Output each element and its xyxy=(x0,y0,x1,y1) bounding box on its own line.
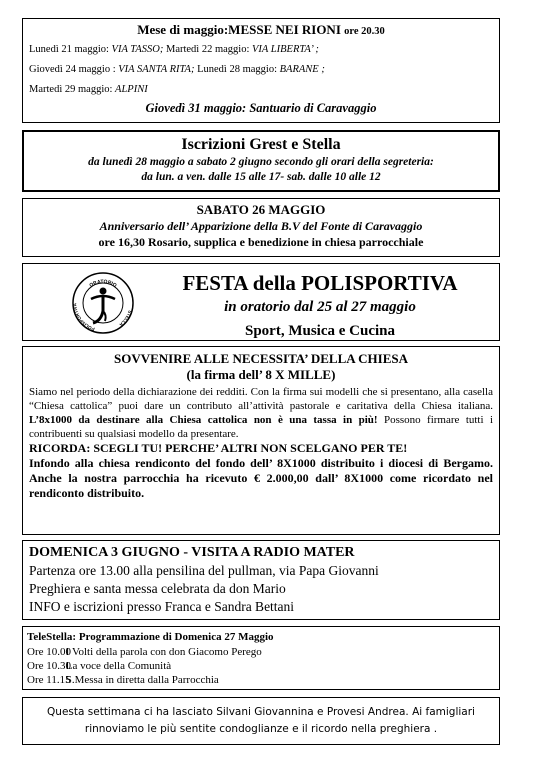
festa-text xyxy=(145,270,495,342)
masses-last-line: Giovedì 31 maggio: Santuario di Caravaggio xyxy=(145,101,377,115)
mass-line xyxy=(29,60,493,80)
otto-title-1: SOVVENIRE ALLE NECESSITA’ DELLA CHIESA xyxy=(113,351,409,366)
telestella-program: S.Messa in diretta dalla Parrocchia xyxy=(65,674,219,686)
logo-text-top: ORATORIO xyxy=(88,278,118,289)
mass-location: ALPINI xyxy=(115,84,148,95)
masses-lines xyxy=(29,40,493,100)
mass-location: VIA TASSO; xyxy=(111,44,164,55)
telestella-title: TeleStella: Programmazione di Domenica 27 Maggio xyxy=(27,631,274,643)
grest-title: Iscrizioni Grest e Stella xyxy=(181,136,341,153)
telestella-program: I Volti della parola con don Giacomo Perego xyxy=(65,646,262,658)
grest-line-2: da lun. a ven. dalle 15 alle 17- sab. dalle 10 alle 12 xyxy=(141,171,381,183)
radio-mater-line-2: Preghiera e santa messa celebrata da don Mario xyxy=(29,581,286,596)
otto-rendiconto: Infondo alla chiesa rendiconto del fondo dell’ 8X1000 distribuito i diocesi di Bergamo. Anche la nostra parrocchia ha ricevuto € 2.000,00 dall’ 8X1000 come ricordato nel rendiconto distribuito. xyxy=(29,456,493,500)
mass-line xyxy=(29,80,493,100)
mass-location: VIA SANTA RITA; xyxy=(118,64,195,75)
otto-paragraph-plain-2: Possono firmare tutti i contribuenti su qualsiasi modello da presentare. xyxy=(29,414,494,440)
festa-subtitle: in oratorio dal 25 al 27 maggio xyxy=(224,299,416,315)
masses-heading-title: Mese di maggio:MESSE NEI RIONI xyxy=(137,22,341,37)
condolences-line-1: Questa settimana ci ha lasciato Silvani Giovannina e Provesi Andrea. Ai famigliari xyxy=(47,706,475,718)
logo-text-right: STELLA xyxy=(118,309,133,328)
mass-date: Martedì 22 maggio: xyxy=(163,44,253,55)
grest-box xyxy=(22,130,500,192)
radio-mater-box xyxy=(22,540,500,620)
otto-per-mille-box xyxy=(22,346,500,535)
masses-heading-time: ore 20.30 xyxy=(344,26,385,37)
mass-date: Lunedì 28 maggio: xyxy=(194,64,280,75)
saturday-title: SABATO 26 MAGGIO xyxy=(196,202,326,217)
telestella-row xyxy=(27,659,495,673)
condolences-line-2: rinnoviamo le più sentite condoglianze e il ricordo nella preghiera . xyxy=(84,723,438,735)
radio-mater-line-3: INFO e iscrizioni presso Franca e Sandra Bettani xyxy=(29,599,295,614)
mass-location: BARANE ; xyxy=(279,64,325,75)
saturday-box xyxy=(22,198,500,257)
otto-paragraph xyxy=(29,385,493,441)
saturday-line-2: ore 16,30 Rosario, supplica e benedizione in chiesa parrocchiale xyxy=(98,235,424,249)
radio-mater-title: DOMENICA 3 GIUGNO - VISITA A RADIO MATER xyxy=(29,545,355,560)
saturday-line-1: Anniversario dell’ Apparizione della B.V del Fonte di Caravaggio xyxy=(99,219,423,233)
telestella-box xyxy=(22,626,500,690)
otto-title-2: (la firma dell’ 8 X MILLE) xyxy=(186,367,336,382)
polisportiva-box xyxy=(22,263,500,341)
masses-box xyxy=(22,18,500,123)
condolences-box xyxy=(22,697,500,745)
radio-mater-line-1: Partenza ore 13.00 alla pensilina del pullman, via Papa Giovanni xyxy=(29,563,379,578)
festa-title: FESTA della POLISPORTIVA xyxy=(182,271,458,295)
telestella-row xyxy=(27,673,495,687)
mass-date: Martedì 29 maggio: xyxy=(29,84,116,95)
telestella-row xyxy=(27,645,495,659)
mass-date: Giovedì 24 maggio : xyxy=(29,64,119,75)
masses-heading xyxy=(29,22,493,40)
otto-paragraph-plain: Siamo nel periodo della dichiarazione dei redditi. Con la firma sui modelli che si presentano, alla casella “Chiesa cattolica” puoi dare un contributo all’attività pastorale e caritativa della Chiesa italiana. xyxy=(29,386,493,412)
polisportiva-logo xyxy=(71,271,135,335)
telestella-time: Ore 11.15 xyxy=(27,674,71,686)
telestella-program: La voce della Comunità xyxy=(65,660,172,672)
grest-line-1: da lunedì 28 maggio a sabato 2 giugno secondo gli orari della segreteria: xyxy=(88,156,434,168)
otto-paragraph-bold: L’8x1000 da destinare alla Chiesa cattolica non è una tassa in più! xyxy=(29,414,378,426)
logo-text-left: POLISPORTIVA xyxy=(72,302,96,332)
otto-ricorda: RICORDA: SCEGLI TU! PERCHE’ ALTRI NON SCELGANO PER TE! xyxy=(29,441,408,455)
telestella-time: Ore 10.00 xyxy=(27,646,71,658)
telestella-time: Ore 10.30 xyxy=(27,660,71,672)
mass-date: Lunedì 21 maggio: xyxy=(29,44,112,55)
mass-line xyxy=(29,40,493,60)
mass-location: VIA LIBERTA’ ; xyxy=(252,44,319,55)
festa-tagline: Sport, Musica e Cucina xyxy=(245,323,395,339)
